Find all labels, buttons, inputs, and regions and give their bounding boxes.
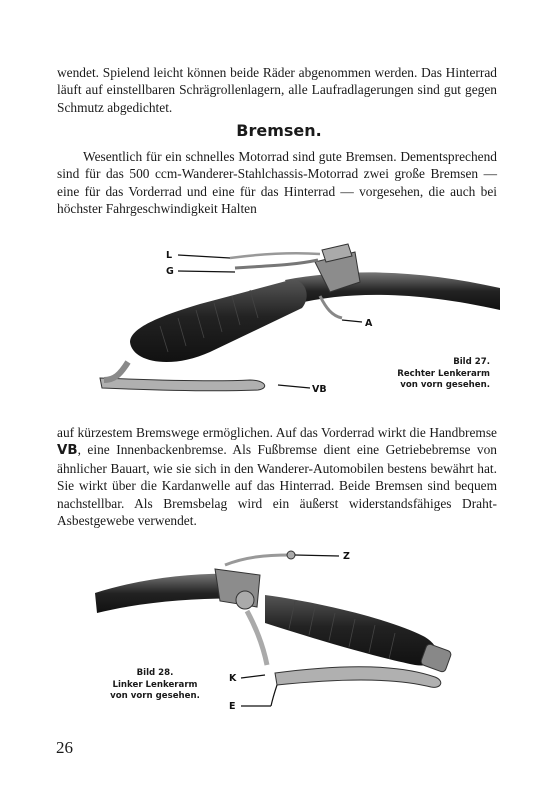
figure-27-caption-line3: von vorn gesehen. xyxy=(400,380,490,390)
label-l: L xyxy=(166,250,173,261)
paragraph-text: auf kürzestem Bremswege ermöglichen. Auf das Vorderrad wirkt die Handbremse xyxy=(57,425,497,440)
paragraph-brakes-intro: Wesentlich für ein schnelles Motorrad sind gute Bremsen. Dementsprechend sind für das 500 ccm-Wanderer-Stahlchassis-Motorrad zwei große Bremsen — eine für das Vorderrad und eine für das Hinterrad — vorgesehen, die auch bei höchster Fahrgeschwindigkeit Halten xyxy=(57,149,497,217)
figure-27-caption xyxy=(372,357,490,392)
brake-label-vb: VB xyxy=(57,443,78,459)
section-heading: Bremsen. xyxy=(236,121,322,140)
paragraph-brakes-detail xyxy=(57,424,497,529)
figure-28-caption xyxy=(92,668,218,703)
figure-28-caption-line2: Linker Lenkerarm xyxy=(112,679,198,690)
paragraph-text: , eine Innenbackenbremse. Als Fußbremse dient eine Getriebebremse von ähnlicher Bauart, wie sie sich in den Wanderer-Automobilen bestens bewährt hat. Sie wirkt über die Kardanwelle auf das Hinterrad. Beide Bremsen sind bequem nachstellbar. Als Bremsbelag wird ein äußerst widerstandsfähiges Draht-Asbestgewebe verwendet. xyxy=(57,442,497,529)
label-k: K xyxy=(229,673,237,684)
label-z: Z xyxy=(343,551,350,562)
figure-28-title: Bild 28. xyxy=(136,668,174,678)
label-e: E xyxy=(229,701,236,712)
figure-27-title: Bild 27. xyxy=(453,357,490,367)
label-vb: VB xyxy=(312,384,327,395)
figure-27-caption-line2: Rechter Lenkerarm xyxy=(397,368,490,379)
label-a: A xyxy=(365,318,373,329)
figure-28-caption-line3: von vorn gesehen. xyxy=(110,691,200,701)
page-number: 26 xyxy=(56,738,73,757)
paragraph-wheels: wendet. Spielend leicht können beide Räder abgenommen werden. Das Hinterrad läuft auf einstellbaren Schrägrollenlagern, alle Laufradlagerungen sind gut gegen Schmutz abgedichtet. xyxy=(57,65,497,115)
label-g: G xyxy=(166,266,174,277)
